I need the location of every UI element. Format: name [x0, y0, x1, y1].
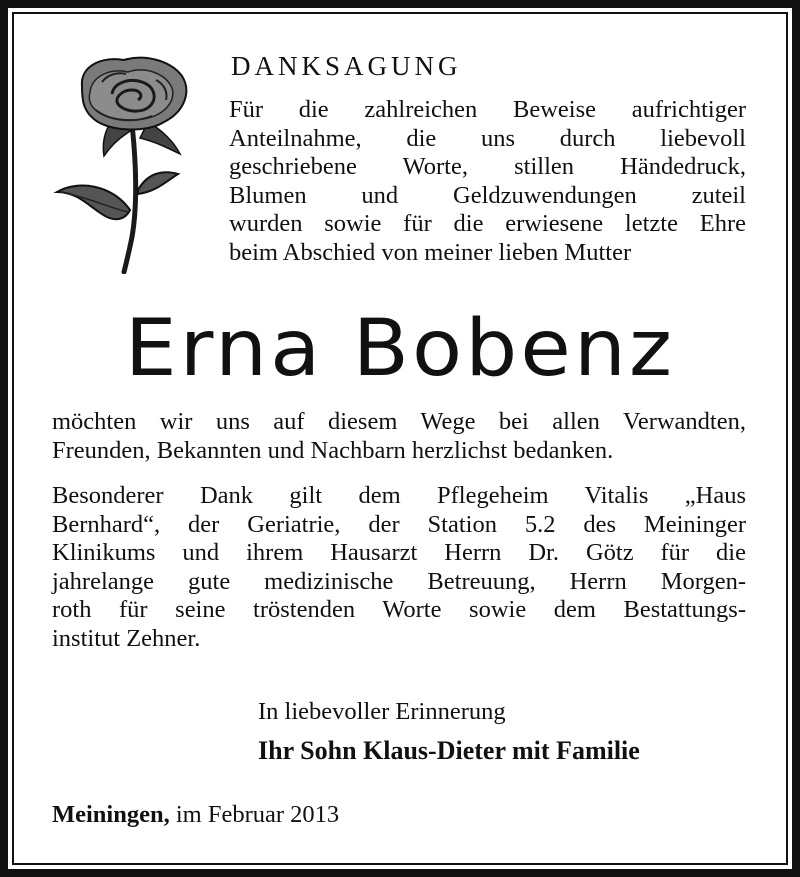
- special-thanks-line: roth für seine tröstenden Worte sowie dem Bestattungs-: [52, 596, 746, 624]
- special-thanks-line: Besonderer Dank gilt dem Pflegeheim Vitalis „Haus: [52, 482, 746, 509]
- special-thanks-line: jahrelange gute medizinische Betreuung, Herrn Morgen-: [52, 567, 746, 595]
- closing-phrase: In liebevoller Erinnerung: [258, 698, 506, 725]
- special-thanks-paragraph: [52, 482, 746, 654]
- special-thanks-line: Klinikums und ihrem Hausarzt Herrn Dr. Götz für die: [52, 539, 746, 567]
- place-date: [52, 800, 339, 830]
- intro-line: Blumen und Geldzuwendungen zuteil: [229, 181, 746, 209]
- thanks-line: möchten wir uns auf diesem Wege bei allen Verwandten,: [52, 408, 746, 435]
- rose-icon: [52, 52, 202, 274]
- deceased-name: Erna Bobenz: [124, 304, 676, 394]
- intro-paragraph: [229, 96, 746, 268]
- intro-line: beim Abschied von meiner lieben Mutter: [229, 238, 632, 266]
- date-text: im Februar 2013: [175, 801, 340, 828]
- special-thanks-line: Bernhard“, der Geriatrie, der Station 5.2 des Meininger: [52, 510, 746, 538]
- special-thanks-line: institut Zehner.: [52, 624, 201, 652]
- thanks-paragraph: [52, 408, 746, 465]
- signature: Ihr Sohn Klaus-Dieter mit Familie: [258, 736, 640, 765]
- intro-line: Für die zahlreichen Beweise aufrichtiger: [229, 96, 746, 123]
- thanks-line: Freunden, Bekannten und Nachbarn herzlichst bedanken.: [52, 436, 614, 464]
- heading: DANKSAGUNG: [231, 51, 462, 81]
- intro-line: Anteilnahme, die uns durch liebevoll: [229, 124, 746, 152]
- intro-line: wurden sowie für die erwiesene letzte Ehre: [229, 210, 746, 238]
- place-name: Meiningen,: [52, 801, 170, 828]
- intro-line: geschriebene Worte, stillen Händedruck,: [229, 153, 746, 181]
